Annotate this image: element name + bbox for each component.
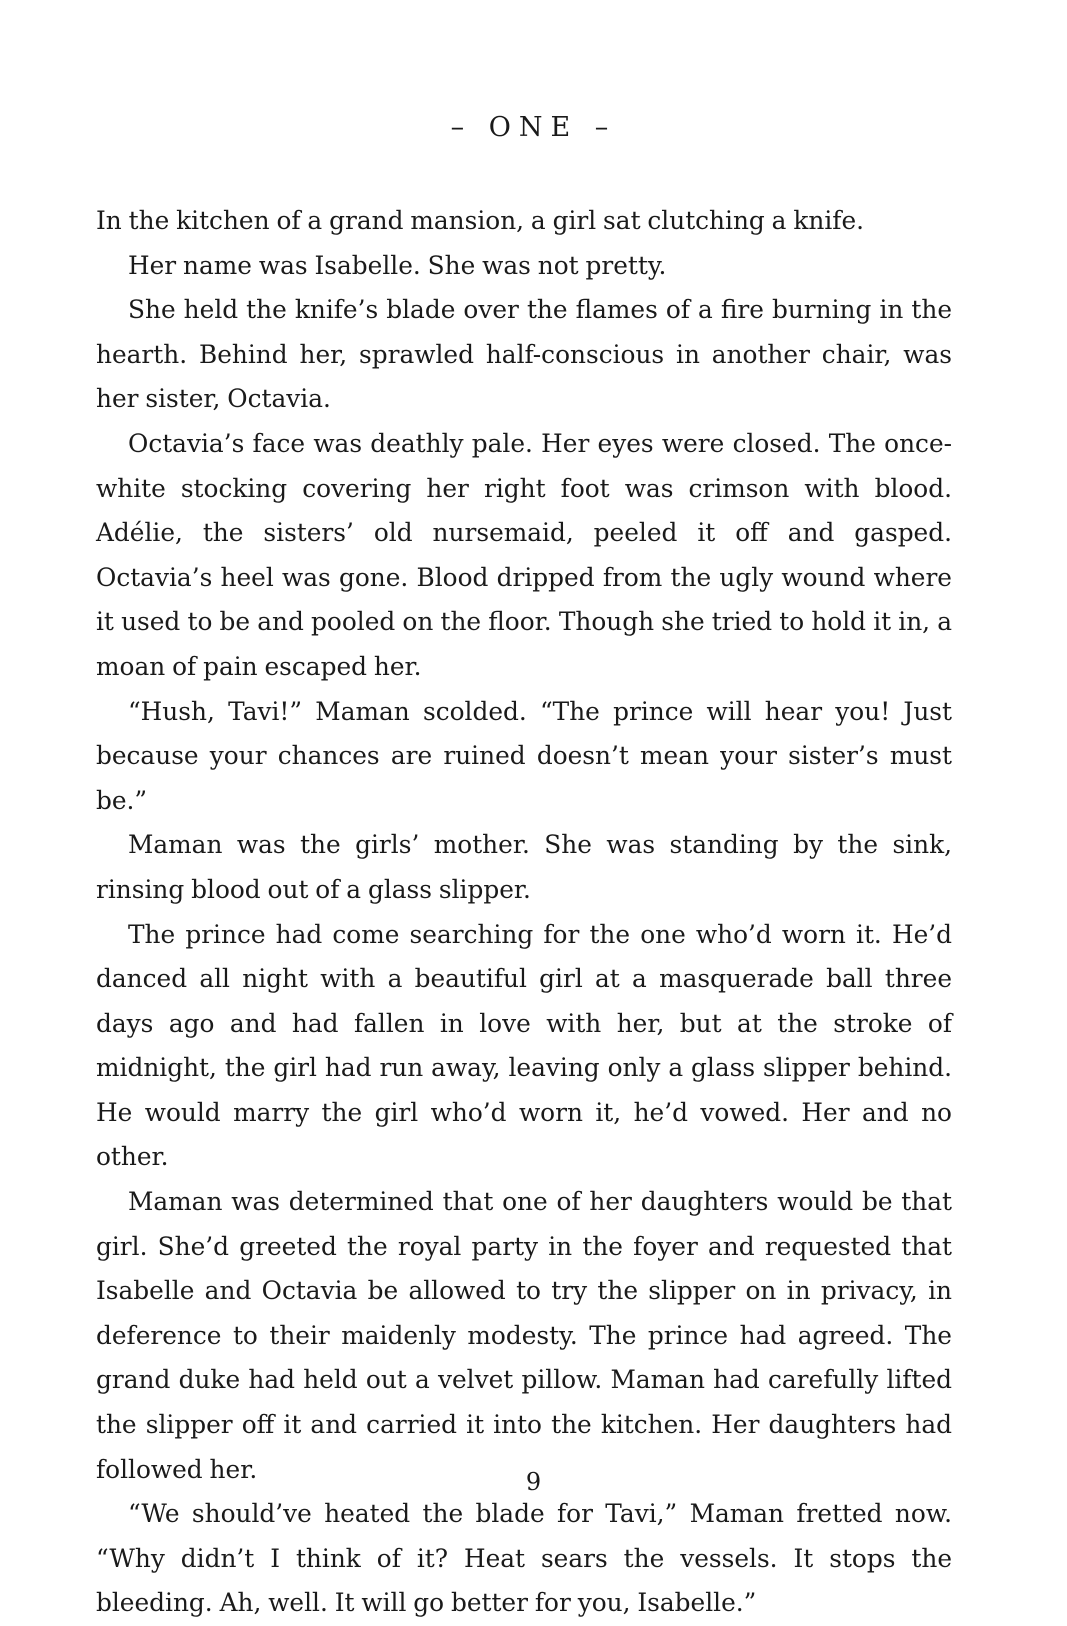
page-number: 9 [525, 1468, 542, 1496]
chapter-heading: – ONE – [450, 112, 617, 143]
paragraph: Her name was Isabelle. She was not pretty. [128, 250, 667, 280]
paragraph: The prince had come searching for the one who’d worn it. He’d danced all night with a beautiful girl at a masquerade ball three days ago and had fallen in love with her, but at the stroke of midnight, the girl had run away, leaving only a glass slipper behind. He would marry the girl who’d worn it, he’d vowed. Her and no other. [96, 919, 952, 1172]
paragraph: “We should’ve heated the blade for Tavi,” Maman fretted now. “Why didn’t I think of it? Heat sears the vessels. It stops the bleeding. Ah, well. It will go better for you, Isabelle.” [96, 1499, 952, 1618]
paragraph: In the kitchen of a grand mansion, a girl sat clutching a knife. [96, 206, 865, 235]
paragraph: Maman was determined that one of her daughters would be that girl. She’d greeted the royal party in the foyer and requested that Isabelle and Octavia be allowed to try the slipper on in privacy, in deference to their maidenly modesty. The prince had agreed. The grand duke had held out a velvet pillow. Maman had carefully lifted the slipper off it and carried it into the kitchen. Her daughters had followed her. [96, 1187, 952, 1484]
paragraph: Maman was the girls’ mother. She was standing by the sink, rinsing blood out of a glass slipper. [96, 830, 952, 904]
paragraph: Octavia’s face was deathly pale. Her eyes were closed. The once-white stocking covering her right foot was crimson with blood. Adélie, the sisters’ old nursemaid, peeled it off and gasped. Octavia’s heel was gone. Blood dripped from the ugly wound where it used to be and pooled on the floor. Though she tried to hold it in, a moan of pain escaped her. [96, 428, 952, 681]
chapter-body [96, 199, 952, 1626]
paragraph: “Hush, Tavi!” Maman scolded. “The prince will hear you! Just because your chances are ruined doesn’t mean your sister’s must be.” [96, 696, 952, 815]
paragraph: She held the knife’s blade over the flames of a fire burning in the hearth. Behind her, sprawled half-conscious in another chair, was her sister, Octavia. [96, 295, 952, 414]
